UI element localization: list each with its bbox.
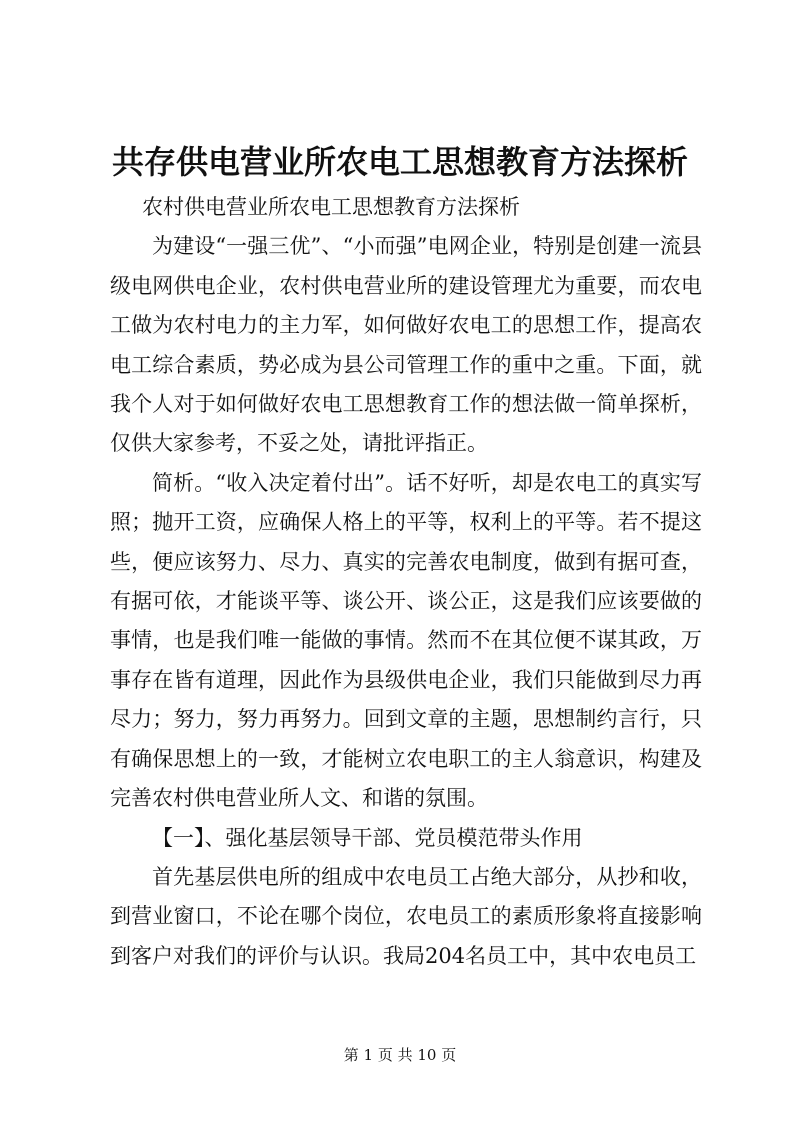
page-number-footer: 第 1 页 共 10 页 xyxy=(343,1046,457,1064)
paragraph-intro: 为建设“一强三优”、“小而强”电网企业，特别是创建一流县级电网供电企业，农村供电营业所的建设管理尤为重要，而农电工做为农村电力的主力军，如何做好农电工的思想工作，提高农电工综合素质，势必成为县公司管理工作的重中之重。下面，就我个人对于如何做好农电工思想教育工作的想法做一简单探析，仅供大家参考，不妥之处，请批评指正。 xyxy=(110,234,702,456)
section-heading-one: 【一】、强化基层领导干部、党员模范带头作用 xyxy=(152,825,583,850)
document-title: 共存供电营业所农电工思想教育方法探析 xyxy=(111,143,688,181)
paragraph-analysis: 简析。“收入决定着付出”。话不好听，却是农电工的真实写照；抛开工资，应确保人格上的平等，权利上的平等。若不提这些，便应该努力、尽力、真实的完善农电制度，做到有据可查，有据可依，才能谈平等、谈公开、谈公正，这是我们应该要做的事情，也是我们唯一能做的事情。然而不在其位便不谋其政，万事存在皆有道理，因此作为县级供电企业，我们只能做到尽力再尽力；努力，努力再努力。回到文章的主题，思想制约言行，只有确保思想上的一致，才能树立农电职工的主人翁意识，构建及完善农村供电营业所人文、和谐的氛围。 xyxy=(110,470,702,811)
paragraph-section-one: 首先基层供电所的组成中农电员工占绝大部分，从抄和收，到营业窗口，不论在哪个岗位，农电员工的素质形象将直接影响到客户对我们的评价与认识。我局204名员工中，其中农电员工 xyxy=(110,864,702,968)
document-body xyxy=(110,188,702,976)
document-subtitle: 农村供电营业所农电工思想教育方法探析 xyxy=(142,195,520,219)
